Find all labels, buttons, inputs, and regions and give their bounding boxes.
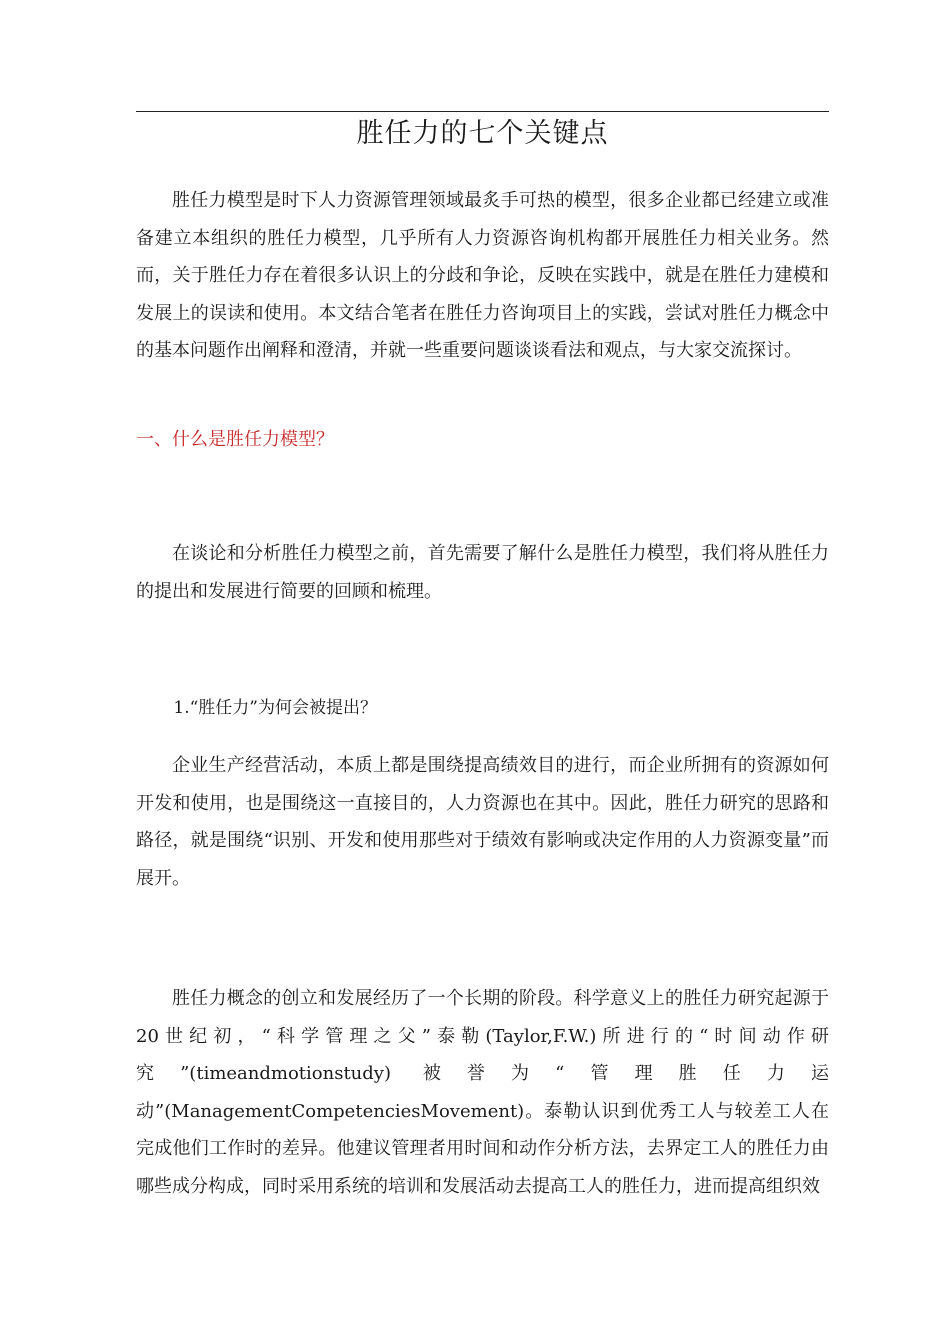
intro-paragraph: 胜任力模型是时下人力资源管理领域最炙手可热的模型，很多企业都已经建立或准备建立本组织的胜任力模型，几乎所有人力资源咨询机构都开展胜任力相关业务。然而，关于胜任力存在着很多认识上的分歧和争论，反映在实践中，就是在胜任力建模和发展上的误读和使用。本文结合笔者在胜任力咨询项目上的实践，尝试对胜任力概念中的基本问题作出阐释和澄清，并就一些重要问题谈谈看法和观点，与大家交流探讨。	[136, 190, 829, 361]
subsection-1-paragraph-1: 企业生产经营活动，本质上都是围绕提高绩效目的进行，而企业所拥有的资源如何开发和使用，也是围绕这一直接目的，人力资源也在其中。因此，胜任力研究的思路和路径，就是围绕“识别、开发和使用那些对于绩效有影响或决定作用的人力资源变量”而展开。	[136, 755, 829, 889]
header-rule	[136, 111, 829, 112]
document-title: 胜任力的七个关键点	[356, 118, 609, 149]
section-1-heading: 一、什么是胜任力模型？	[136, 429, 334, 450]
subsection-1-heading: 1.“胜任力”为何会被提出？	[173, 698, 377, 718]
subsection-1-paragraph-2: 胜任力概念的创立和发展经历了一个长期的阶段。科学意义上的胜任力研究起源于20世纪初，“科学管理之父”泰勒(Taylor,F.W.)所进行的“时间动作研究”(timeandmotionstudy) 被誉为“管理胜任力运动”(ManagementCompetenciesMovement)。泰勒认识到优秀工人与较差工人在完成他们工作时的差异。他建议管理者用时间和动作分析方法，去界定工人的胜任力由哪些成分构成，同时采用系统的培训和发展活动去提高工人的胜任力，进而提高组织效	[136, 988, 829, 1197]
section-1-intro-paragraph: 在谈论和分析胜任力模型之前，首先需要了解什么是胜任力模型，我们将从胜任力的提出和发展进行简要的回顾和梳理。	[136, 543, 829, 602]
